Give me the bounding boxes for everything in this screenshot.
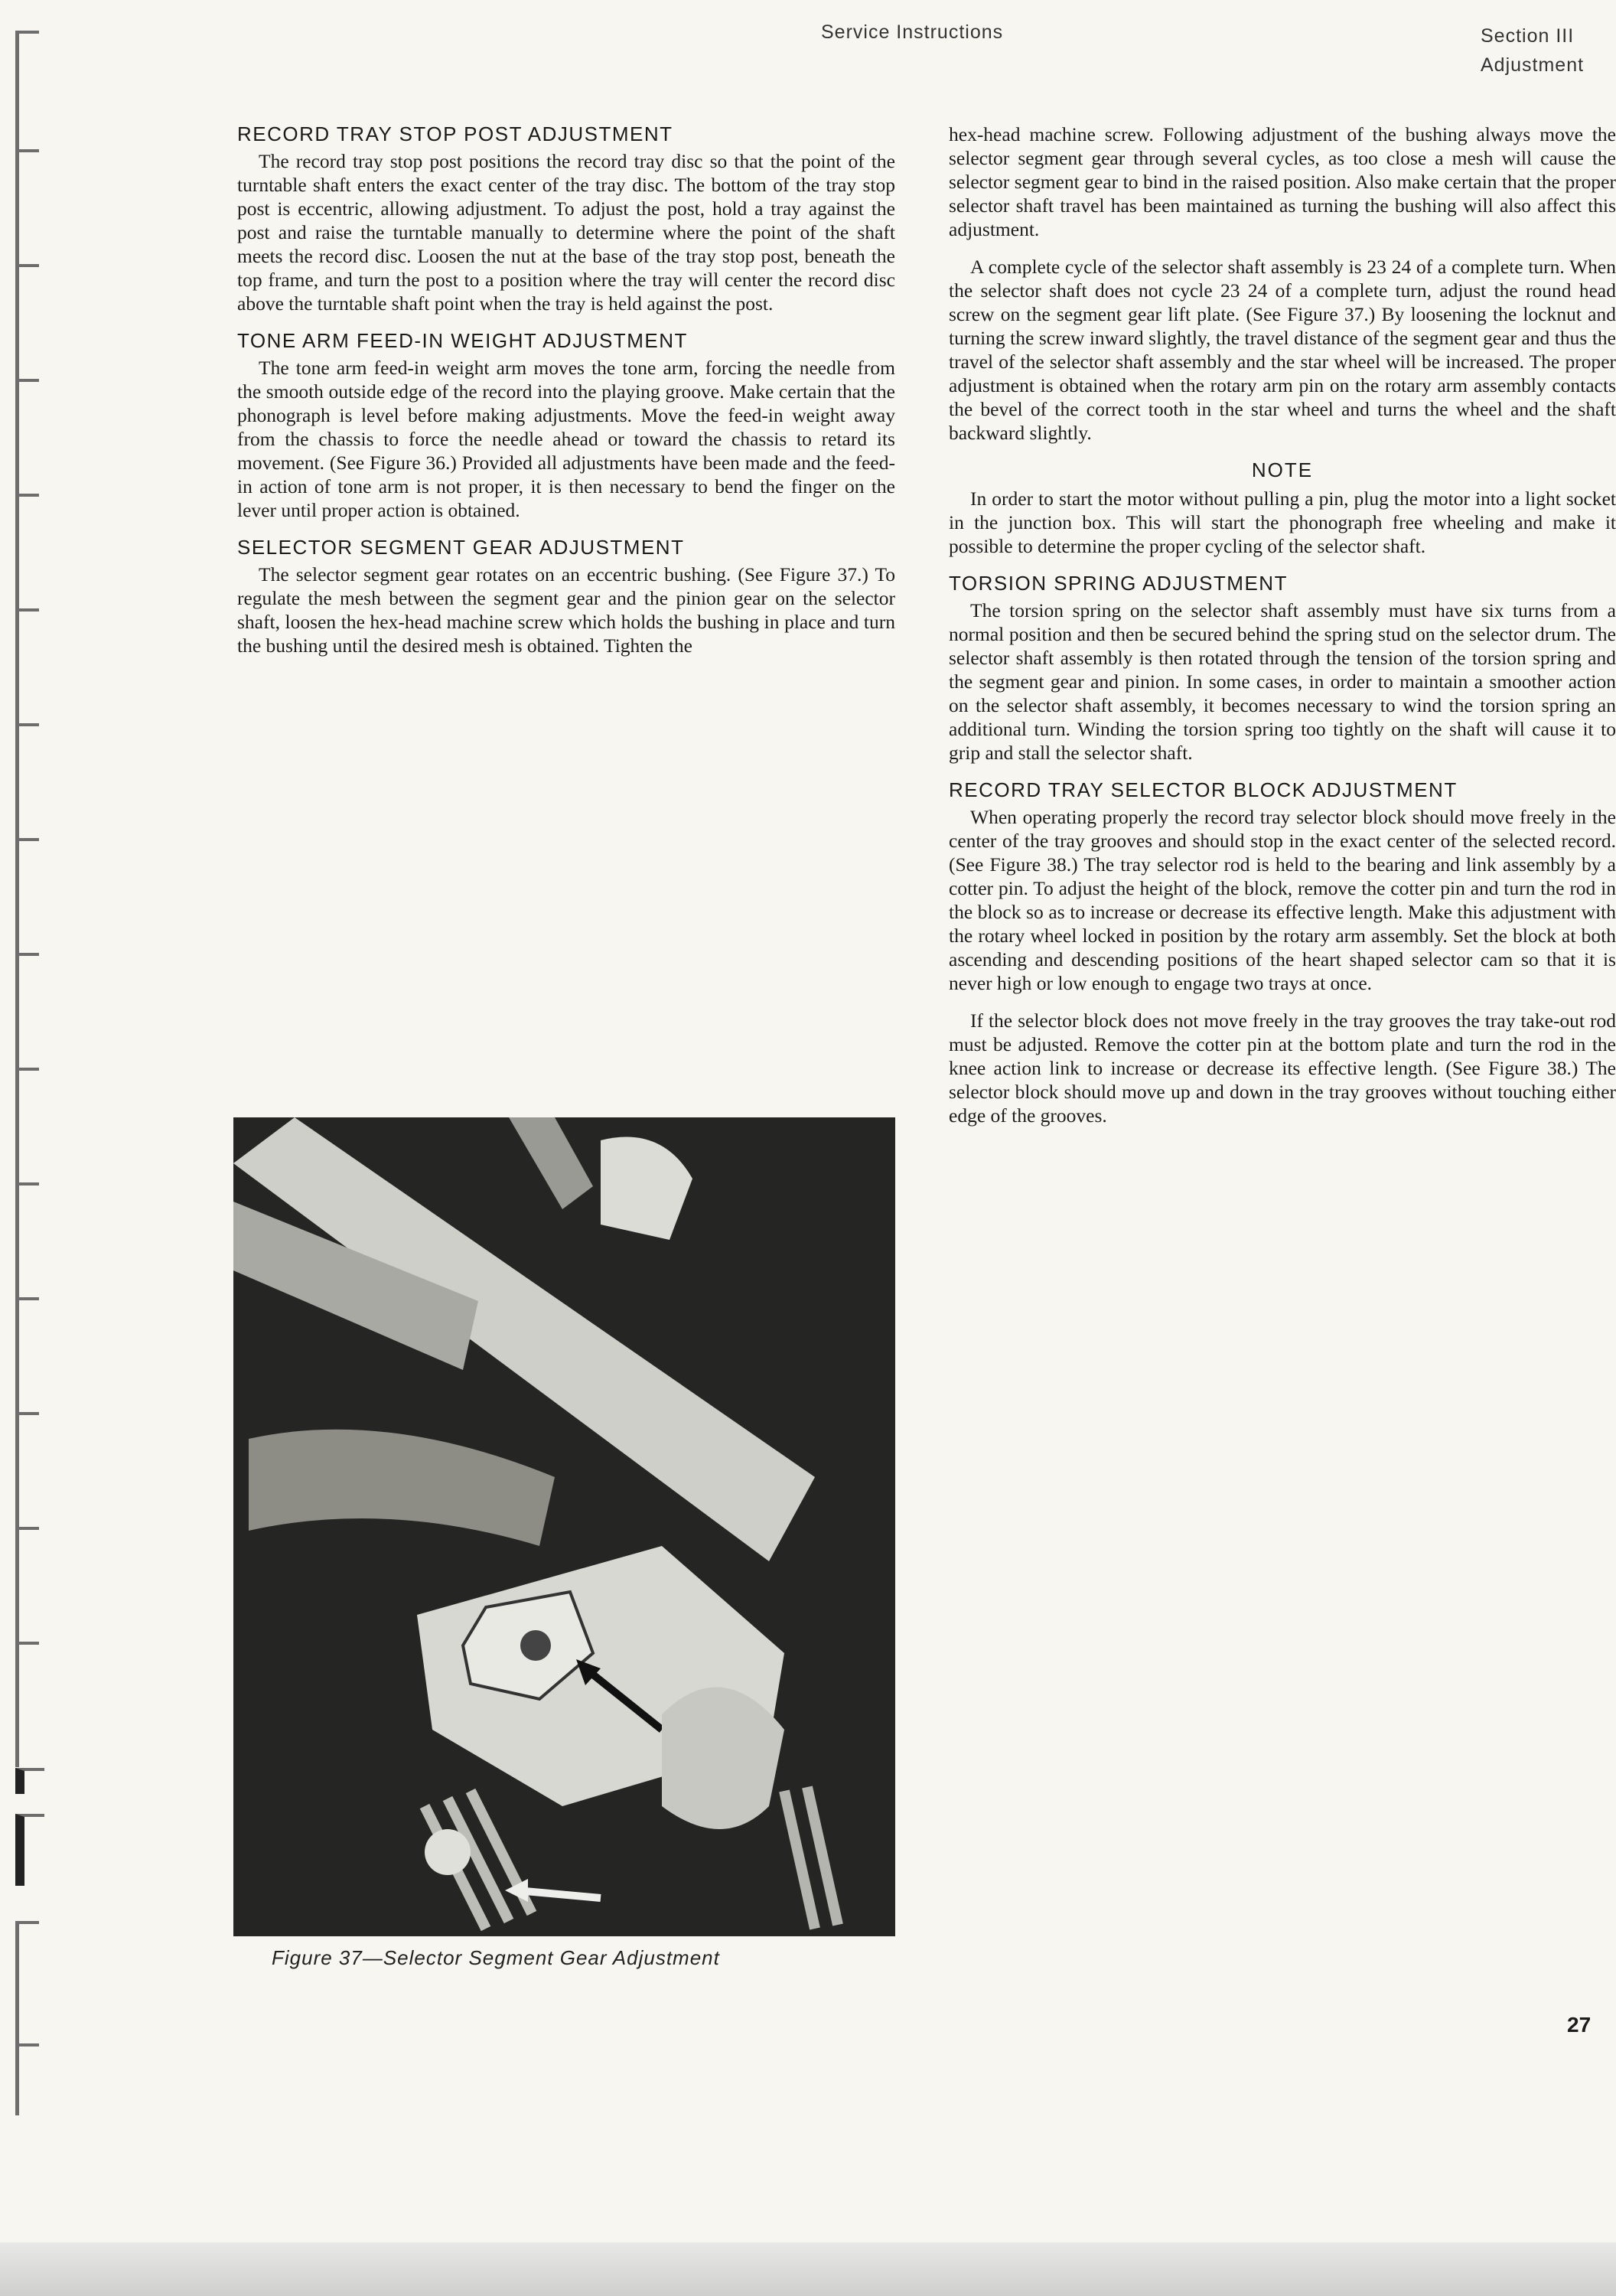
continued-paragraph: hex-head machine screw. Following adjustment of the bushing always move the selector segment gear through several cycles, as too close a mesh will cause the selector segment gear to bind in the raised position. Also make certain that the proper selector shaft travel has been maintained as turning the bushing will also affect this adjustment. xyxy=(949,123,1616,240)
binding-ring xyxy=(15,494,39,619)
section-heading: TONE ARM FEED-IN WEIGHT ADJUSTMENT xyxy=(237,329,688,352)
left-column xyxy=(237,122,895,671)
note-heading: NOTE xyxy=(1251,458,1314,481)
scan-edge xyxy=(0,2242,1616,2296)
section-paragraph: When operating properly the record tray selector block should move freely in the center of the tray grooves and should stop in the exact center of the selected record. (See Figure 38.) The tray selector rod is held to the bearing and link assembly by a cotter pin. To adjust the height of the block, remove the cotter pin and turn the rod in the block so as to increase or decrease its effective length. Make this adjustment with the rotary wheel locked in position by the rotary arm assembly. Set the block at both ascending and descending positions of the heart shaped selector cam so that it is never high or low enough to engage two trays at once. xyxy=(949,806,1616,994)
binding-ring xyxy=(15,1068,39,1193)
right-column xyxy=(949,122,1616,1141)
binding-ring xyxy=(15,1527,39,1652)
binding-ring xyxy=(15,1642,39,1767)
note-text: In order to start the motor without pulling a pin, plug the motor into a light socket in the junction box. This will start the phonograph free wheeling and make it possible to determine the proper cycling of the selector shaft. xyxy=(949,488,1616,557)
figure-photo xyxy=(233,1117,895,1936)
header-section xyxy=(1481,21,1584,80)
binding-ring xyxy=(15,1921,39,2047)
binding-ring xyxy=(15,1412,39,1538)
binding-ring xyxy=(15,1297,39,1423)
header-subsection: Adjustment xyxy=(1481,54,1585,76)
section-paragraph: A complete cycle of the selector shaft assembly is 23 24 of a complete turn. When the selector shaft does not cycle 23 24 of a complete turn, adjust the round head screw on the segment gear lift plate. (See Figure 37.) By loosening the locknut and turning the screw inward slightly, the travel distance of the segment gear and thus the travel of the selector shaft assembly and the star wheel will be increased. The proper adjustment is obtained when the rotary arm pin on the rotary arm assembly contacts the bevel of the correct tooth in the star wheel and turns the wheel and the shaft backward slightly. xyxy=(949,256,1616,444)
section-heading: RECORD TRAY STOP POST ADJUSTMENT xyxy=(237,122,673,145)
binding-ring xyxy=(15,1814,44,1886)
running-header xyxy=(0,21,1616,90)
binding-ring xyxy=(15,1182,39,1308)
section-heading: SELECTOR SEGMENT GEAR ADJUSTMENT xyxy=(237,536,685,559)
binding-ring xyxy=(15,149,39,275)
section-heading: RECORD TRAY SELECTOR BLOCK ADJUSTMENT xyxy=(949,778,1458,801)
binding-ring xyxy=(15,2043,39,2115)
section-heading: TORSION SPRING ADJUSTMENT xyxy=(949,572,1288,595)
spiral-binding xyxy=(15,31,38,2112)
header-section-number: Section III xyxy=(1481,25,1575,47)
binding-ring xyxy=(15,1768,44,1794)
section-paragraph: The tone arm feed-in weight arm moves the tone arm, forcing the needle from the smooth outside edge of the record into the playing groove. Make certain that the phonograph is level before making adjustments. Move the feed-in weight away from the chassis to force the needle ahead or toward the chassis to retard its movement. (See Figure 36.) Provided all adjustments have been made and the feed-in action of tone arm is not proper, it is then necessary to bend the finger on the lever until proper action is obtained. xyxy=(237,357,895,521)
binding-ring xyxy=(15,953,39,1078)
section-paragraph: If the selector block does not move freely in the tray grooves the tray take-out rod must be adjusted. Remove the cotter pin at the bottom plate and turn the rod in the knee action link to increase or decrease its effective length. (See Figure 38.) The selector block should move up and down in the tray grooves without touching either edge of the grooves. xyxy=(949,1009,1616,1127)
section-paragraph: The torsion spring on the selector shaft assembly must have six turns from a normal position and then be secured behind the spring stud on the selector drum. The selector shaft assembly is then rotated through the tension of the torsion spring and the segment gear and pinion. In some cases, in order to maintain a smoother action on the selector shaft assembly, it becomes necessary to wind the torsion spring an additional turn. Winding the torsion spring too tightly on the shaft will cause it to grip and stall the selector shaft. xyxy=(949,599,1616,764)
section-paragraph: The record tray stop post positions the record tray disc so that the point of the turntable shaft enters the exact center of the tray disc. The bottom of the tray stop post is eccentric, allowing adjustment. To adjust the post, hold a tray against the post and raise the turntable manually to determine where the point of the shaft meets the record disc. Loosen the nut at the base of the tray stop post, beneath the top frame, and turn the post to a position where the tray will center the record disc above the turntable shaft point when the tray is held against the post. xyxy=(237,150,895,315)
page-number: 27 xyxy=(1567,2013,1592,2037)
figure-caption: Figure 37—Selector Segment Gear Adjustment xyxy=(272,1946,720,1969)
binding-ring xyxy=(15,608,39,734)
binding-ring xyxy=(15,379,39,504)
binding-ring xyxy=(15,723,39,849)
selector-gear-photo xyxy=(233,1117,895,1936)
section-paragraph: The selector segment gear rotates on an eccentric bushing. (See Figure 37.) To regulate the mesh between the segment gear and the pinion gear on the selector shaft, loosen the hex-head machine screw which holds the bushing in place and turn the bushing until the desired mesh is obtained. Tighten the xyxy=(237,563,895,657)
binding-ring xyxy=(15,264,39,390)
binding-ring xyxy=(15,838,39,964)
header-title: Service Instructions xyxy=(821,21,1004,43)
